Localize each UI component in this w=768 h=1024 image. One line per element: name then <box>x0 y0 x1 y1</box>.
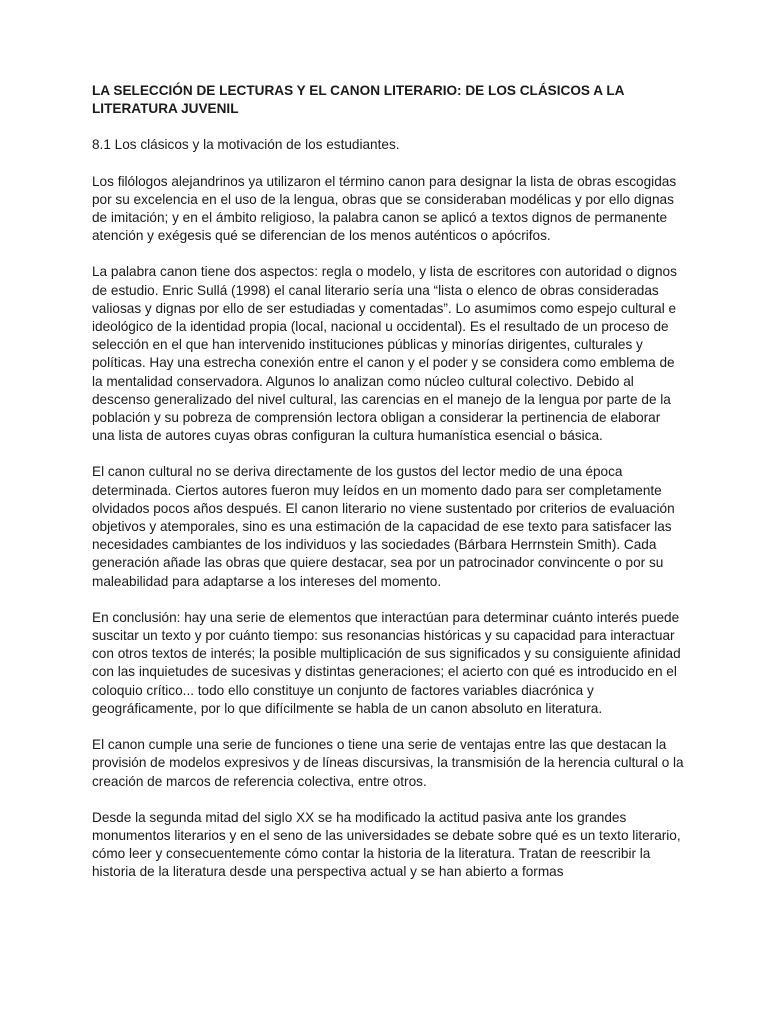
section-heading: 8.1 Los clásicos y la motivación de los estudiantes. <box>92 137 400 153</box>
paragraph-6: Desde la segunda mitad del siglo XX se ha modificado la actitud pasiva ante los grandes monumentos literarios y en el seno de las universidades se debate sobre qué es un texto literario, cómo leer y consecuentemente cómo contar la historia de la literatura. Tratan de reescribir la historia de la literatura desde una perspectiva actual y se han abierto a formas <box>92 809 681 880</box>
document-page <box>92 82 686 900</box>
paragraph-2: La palabra canon tiene dos aspectos: regla o modelo, y lista de escritores con autoridad o dignos de estudio. Enric Sullá (1998) el canal literario sería una “lista o elenco de obras consideradas valiosas y dignas por ello de ser estudiadas y comentadas”. Lo asumimos como espejo cultural e ideológico de la identidad propia (local, nacional u occidental). Es el resultado de un proceso de selección en el que han intervenido instituciones públicas y minorías dirigentes, culturales y políticas. Hay una estrecha conexión entre el canon y el poder y se considera como emblema de la mentalidad conservadora. Algunos lo analizan como núcleo cultural colectivo. Debido al descenso generalizado del nivel cultural, las carencias en el manejo de la lengua por parte de la población y su pobreza de comprensión lectora obligan a considerar la pertinencia de elaborar una lista de autores cuyas obras configuran la cultura humanística esencial o básica. <box>92 264 677 444</box>
paragraph-3: El canon cultural no se deriva directamente de los gustos del lector medio de una época determinada. Ciertos autores fueron muy leídos en un momento dado para ser completamente olvidados pocos años después. El canon literario no viene sustentado por criterios de evaluación objetivos y atemporales, sino es una estimación de la capacidad de ese texto para satisfacer las necesidades cambiantes de los individuos y las sociedades (Bárbara Herrnstein Smith). Cada generación añade las obras que quiere destacar, sea por un patrocinador convincente o por su maleabilidad para adaptarse a los intereses del momento. <box>92 464 675 589</box>
paragraph-4: En conclusión: hay una serie de elementos que interactúan para determinar cuánto interés puede suscitar un texto y por cuánto tiempo: sus resonancias históricas y su capacidad para interactuar con otros textos de interés; la posible multiplicación de sus significados y su consiguiente afinidad con las inquietudes de sucesivas y distintas generaciones; el acierto con qué es introducido en el coloquio crítico... todo ello constituye un conjunto de factores variables diacrónica y geográficamente, por lo que difícilmente se habla de un canon absoluto en literatura. <box>92 609 681 716</box>
paragraph-5: El canon cumple una serie de funciones o tiene una serie de ventajas entre las que destacan la provisión de modelos expresivos y de líneas discursivas, la transmisión de la herencia cultural o la creación de marcos de referencia colectiva, entre otros. <box>92 737 684 789</box>
paragraph-1: Los filólogos alejandrinos ya utilizaron el término canon para designar la lista de obras escogidas por su excelencia en el uso de la lengua, obras que se consideraban modélicas y por ello dignas de imitación; y en el ámbito religioso, la palabra canon se aplicó a textos dignos de permanente atención y exégesis qué se diferencian de los menos auténticos o apócrifos. <box>92 173 677 244</box>
document-title: LA SELECCIÓN DE LECTURAS Y EL CANON LITERARIO: DE LOS CLÁSICOS A LA LITERATURA JUVENIL <box>92 83 624 117</box>
